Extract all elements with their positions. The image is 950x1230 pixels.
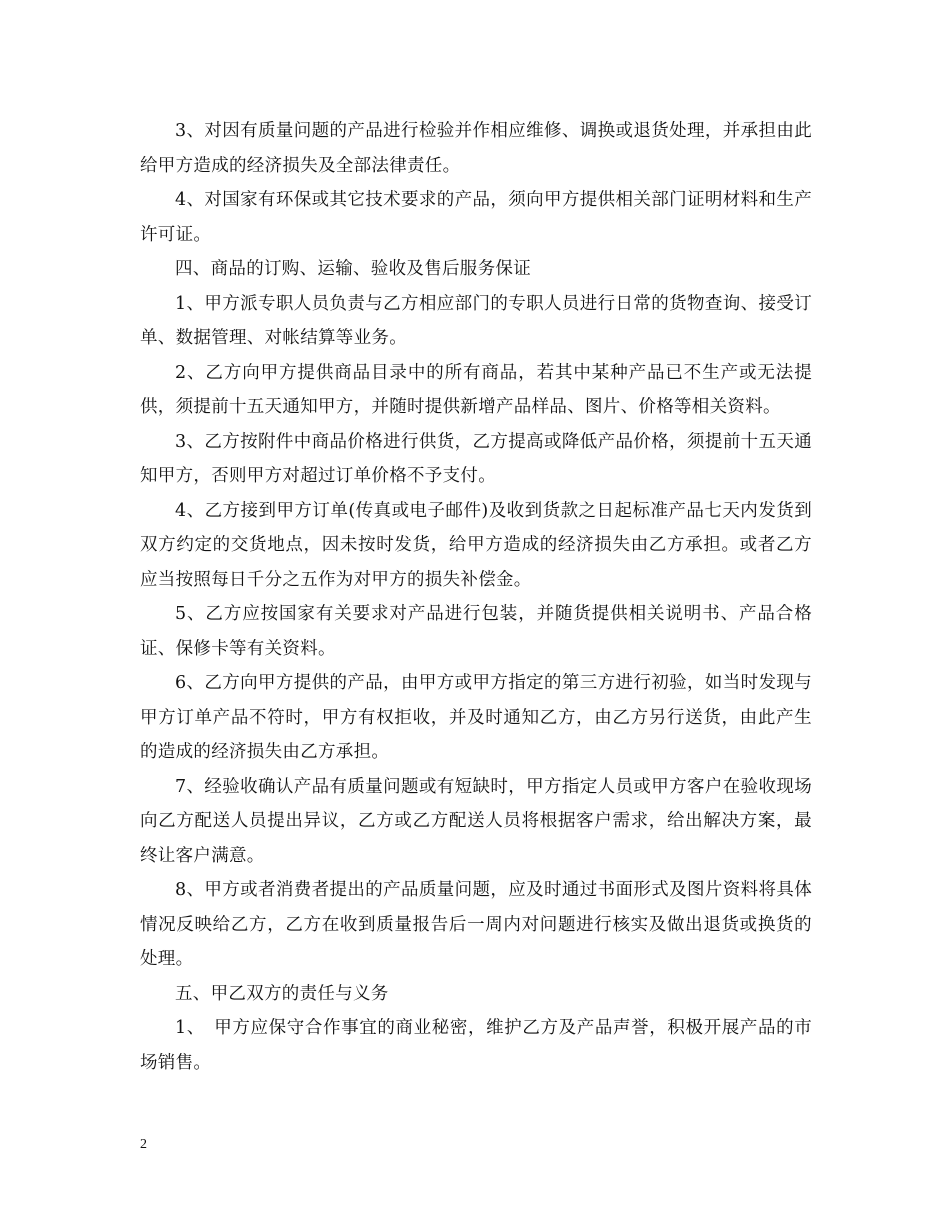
- paragraph-confidentiality: 1、 甲方应保守合作事宜的商业秘密，维护乙方及产品声誉，积极开展产品的市场销售。: [140, 1018, 812, 1073]
- paragraph-product-catalog: 2、乙方向甲方提供商品目录中的所有商品，若其中某种产品已不生产或无法提供，须提前十五天通知甲方，并随时提供新增产品样品、图片、价格等相关资料。: [140, 362, 812, 417]
- paragraph-acceptance-issues: 7、经验收确认产品有质量问题或有短缺时，甲方指定人员或甲方客户在验收现场向乙方配送人员提出异议，乙方或乙方配送人员将根据客户需求，给出解决方案，最终让客户满意。: [140, 776, 812, 866]
- paragraph-quality-inspection: 3、对因有质量问题的产品进行检验并作相应维修、调换或退货处理，并承担由此给甲方造成的经济损失及全部法律责任。: [140, 121, 812, 176]
- paragraph-environmental-requirements: 4、对国家有环保或其它技术要求的产品，须向甲方提供相关部门证明材料和生产许可证。: [140, 190, 812, 245]
- section-heading-responsibilities: 五、甲乙双方的责任与义务: [175, 983, 389, 1004]
- paragraph-pricing: 3、乙方按附件中商品价格进行供货，乙方提高或降低产品价格，须提前十五天通知甲方，否则甲方对超过订单价格不予支付。: [140, 431, 812, 486]
- paragraph-delivery-time: 4、乙方接到甲方订单(传真或电子邮件)及收到货款之日起标准产品七天内发货到双方约定的交货地点，因未按时发货，给甲方造成的经济损失由乙方承担。或者乙方应当按照每日千分之五作为对甲方的损失补偿金。: [140, 500, 812, 590]
- paragraph-quality-complaints: 8、甲方或者消费者提出的产品质量问题，应及时通过书面形式及图片资料将具体情况反映给乙方，乙方在收到质量报告后一周内对问题进行核实及做出退货或换货的处理。: [140, 880, 812, 969]
- paragraph-dedicated-staff: 1、甲方派专职人员负责与乙方相应部门的专职人员进行日常的货物查询、接受订单、数据管理、对帐结算等业务。: [140, 293, 812, 348]
- document-body: [140, 114, 812, 1080]
- page-number: 2: [140, 1137, 147, 1152]
- paragraph-packaging: 5、乙方应按国家有关要求对产品进行包装，并随货提供相关说明书、产品合格证、保修卡等有关资料。: [140, 604, 812, 659]
- section-heading-ordering-delivery: 四、商品的订购、运输、验收及售后服务保证: [175, 259, 531, 279]
- paragraph-initial-inspection: 6、乙方向甲方提供的产品，由甲方或甲方指定的第三方进行初验，如当时发现与甲方订单产品不符时，甲方有权拒收，并及时通知乙方，由乙方另行送货，由此产生的造成的经济损失由乙方承担。: [140, 673, 812, 762]
